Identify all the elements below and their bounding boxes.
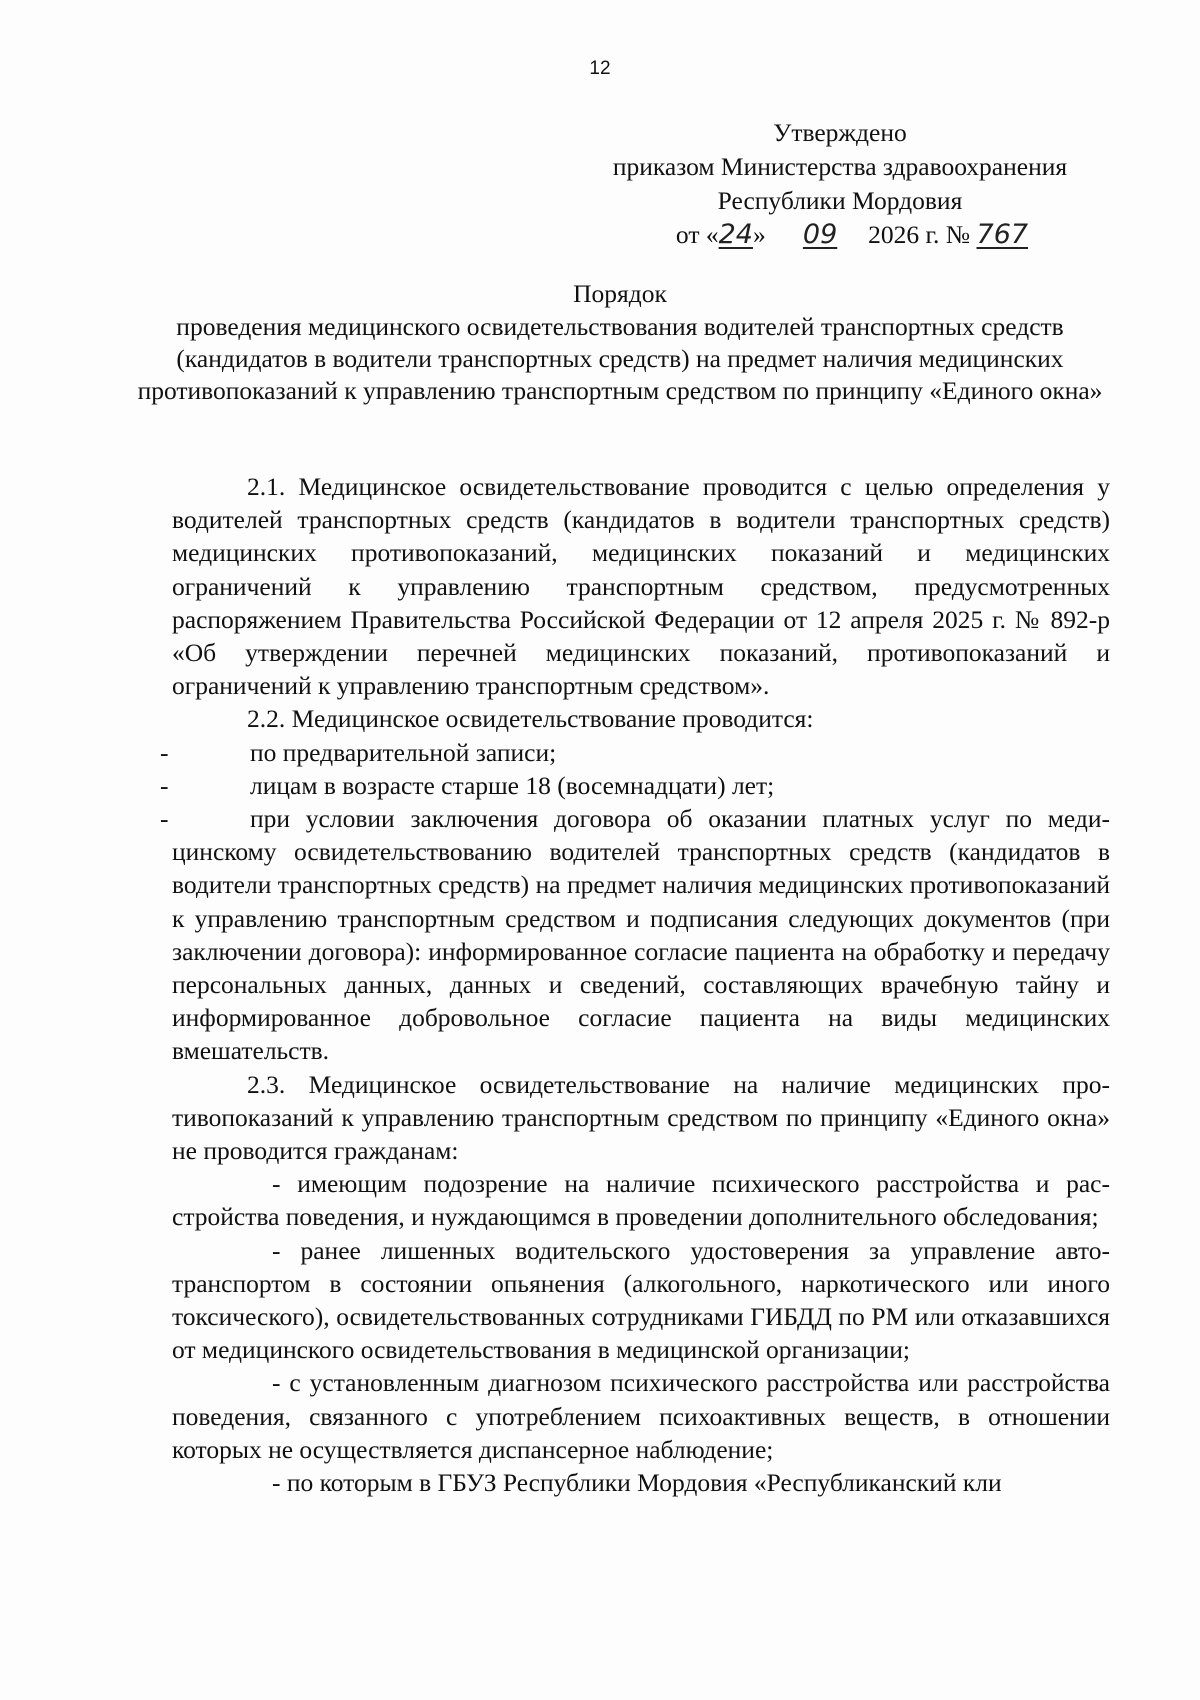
list-item: - с установленным диагнозом психического расстройства или расстройства поведения, связанного с употреблением психоактивных веществ, в отношении которых не осуществляется диспансерное наблюдение; <box>172 1368 1110 1464</box>
handwritten-day: 24 <box>718 219 753 250</box>
approval-date-line <box>560 218 1120 252</box>
paragraph-2-1: 2.1. Медицинское освидетельствование проводится с целью определения у водителей транспортных средств (кандидатов в водители транспортных средств) медицинских противопоказаний, медицинских показаний и медицинских ограничений к управлению транспортным средством, предусмотренных распоряжением Правительства Российской Федерации от 12 апреля 2025 г. № 892-р «Об утверждении перечней медицинских показаний, противопоказаний и ограничений к управлению транспортным средством». <box>172 472 1110 701</box>
document-body <box>160 470 1110 1499</box>
paragraph-2-3: 2.3. Медицинское освидетельствование на наличие медицинских противопоказаний к управлению транспортным средством по принципу «Единого окна» не проводится гражданам: <box>172 1069 1110 1166</box>
handwritten-month: 09 <box>802 219 838 250</box>
list-item-text: при условии заключения договора об оказании платных услуг по медицинскому освидетельствованию водителей транспортных средств (кандидатов в водители транспортных средств) на предмет наличия медицинских противопоказаний к управлению транспортным средством и подписания следующих документов (при заключении договора): информированное согласие пациента на обработку и передачу персональных данных, данных и сведений, составляющих врачебную тайну и информированное добровольное согласие пациента на виды медицинских вмешательств. <box>172 804 1110 1066</box>
list-item <box>160 736 1110 769</box>
list-bullet: - <box>160 770 169 800</box>
paragraph-2-2: 2.2. Медицинское освидетельствование проводится: <box>247 704 814 734</box>
approval-region-line: Республики Мордовия <box>717 186 963 215</box>
list-bullet: - <box>160 737 169 767</box>
approval-title: Утверждено <box>773 118 907 147</box>
handwritten-order-number: 767 <box>976 219 1029 250</box>
title-subtitle: проведения медицинского освидетельствования водителей транспортных средств (кандидатов в водители транспортных средств) на предмет наличия медицинских противопоказаний к управлению транспортным средством по принципу «Единого окна» <box>137 312 1103 405</box>
list-item: - ранее лишенных водительского удостоверения за управление автотранспортом в состоянии опьянения (алкогольного, наркотического или иного токсического), освидетельствованных сотрудниками ГИБДД по РМ или отказавшихся от медицинского освидетельствования в медицинской организации; <box>172 1235 1110 1365</box>
date-year: 2026 г. № <box>868 220 971 249</box>
approval-block <box>560 116 1120 252</box>
list-bullet: - <box>160 804 169 834</box>
list-item: - имеющим подозрение на наличие психического расстройства и расстройства поведения, и нуждающимся в проведении дополнительного обследования; <box>172 1169 1110 1232</box>
title-heading: Порядок <box>573 279 667 308</box>
page-number: 12 <box>589 58 611 79</box>
list-item <box>160 802 1110 1068</box>
date-mid: » <box>752 220 766 249</box>
list-item-text: по предварительной записи; <box>250 737 557 767</box>
list-item-text: лицам в возрасте старше 18 (восемнадцати) лет; <box>250 770 775 800</box>
document-title <box>130 278 1110 407</box>
list-item <box>160 769 1110 802</box>
approval-order-line: приказом Министерства здравоохранения <box>612 152 1068 181</box>
list-item: - по которым в ГБУЗ Республики Мордовия «Республиканский кли <box>272 1468 1002 1498</box>
date-prefix: от « <box>675 220 719 249</box>
